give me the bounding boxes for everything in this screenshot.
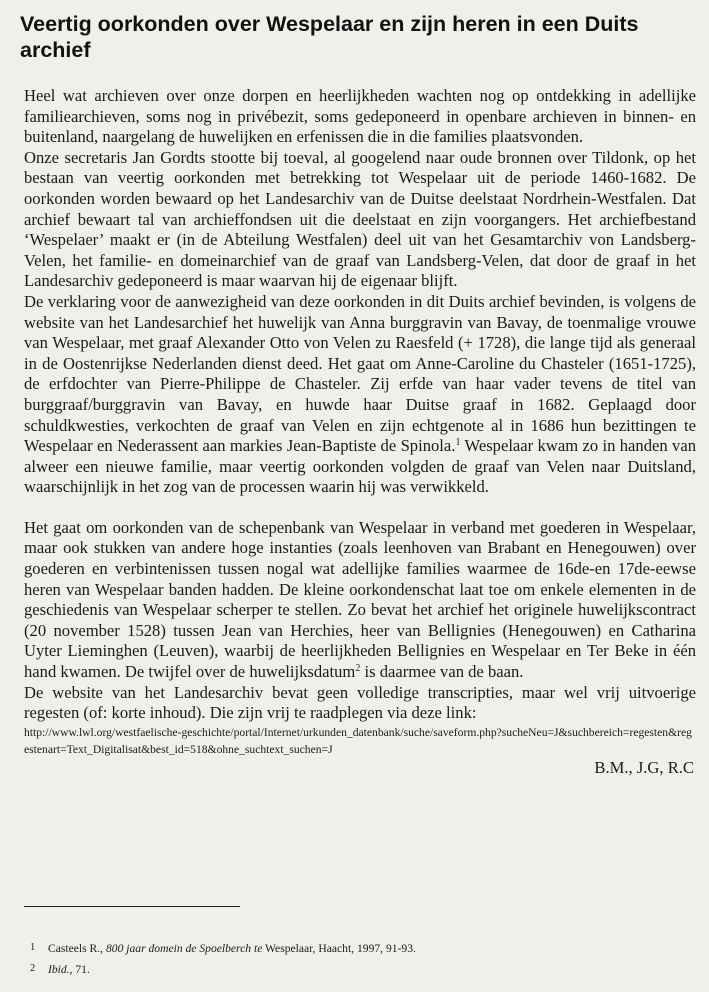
footnote-ref-1[interactable]: 1 <box>455 437 461 449</box>
paragraph-explanation-text-cont: Wespelaar kwam zo in handen van alweer een nieuwe familie, maar veertig oorkonden volgden de graaf van Velen naar Duitsland, waarschijnlijk in het zog van de processen waarin hij was verwikkeld. <box>24 436 696 497</box>
paragraph-content-text-cont: is daarmee van de baan. <box>360 662 524 682</box>
author-signature: B.M., J.G, R.C <box>594 757 694 777</box>
paragraph-explanation <box>24 292 696 498</box>
archive-link[interactable]: http://www.lwl.org/westfaelische-geschichte/portal/Internet/urkunden_datenbank/suche/saveform.php?sucheNeu=J&suchbereich=regesten&regestenart=Text_Digitalisat&best_id=518&ohne_suchtext_suchen=J <box>24 725 692 756</box>
paragraph-content <box>24 518 696 683</box>
paragraph-intro: Heel wat archieven over onze dorpen en heerlijkheden wachten nog op ontdekking in adellijke familiearchieven, soms nog in privébezit, soms gedeponeerd in openbare archieven in binnen- en buitenland, naargelang de huwelijken en erfenissen die in die families plaatsvonden. <box>24 86 696 147</box>
footnote-work: Ibid. <box>48 963 70 976</box>
article-body <box>24 86 696 778</box>
footnote-2 <box>30 962 90 977</box>
footnote-ref-2[interactable]: 2 <box>355 663 361 675</box>
paragraph-website: De website van het Landesarchiv bevat geen volledige transcripties, maar wel vrij uitvoerige regesten (of: korte inhoud). Die zijn vrij te raadplegen via deze link: <box>24 682 696 723</box>
footnote-number: 1 <box>30 942 36 953</box>
footnote-1 <box>30 941 416 956</box>
article-title: Veertig oorkonden over Wespelaar en zijn heren in een Duits archief <box>20 12 639 62</box>
paragraph-explanation-text: De verklaring voor de aanwezigheid van deze oorkonden in dit Duits archief bevinden, is volgens de website van het Landesarchief het huwelijk van Anna burggravin van Bavay, de toenmalige vrouwe van Wespelaar, met graaf Alexander Otto von Velen zu Raesfeld (+ 1728), die lange tijd als generaal in de Oostenrijkse Nederlanden dienst deed. Het gaat om Anne-Caroline du Chasteler (1651-1725), de erfdochter van Pierre-Philippe de Chasteler. Zij erfde van haar vader tevens de titel van burggraaf/burggravin van Bavay, en huwde haar Duitse graaf in 1682. Geplaagd door schuldkwesties, verkochten de graaf van Velen en zijn echtgenote al in 1686 hun bezittingen te Wespelaar en Nederassent aan markies Jean-Baptiste de Spinola. <box>24 291 696 456</box>
footnote-author: Casteels R., <box>48 942 106 955</box>
footnote-work: 800 jaar domein de Spoelberch te <box>105 942 263 955</box>
paragraph-discovery: Onze secretaris Jan Gordts stootte bij toeval, al googelend naar oude bronnen over Tildonk, op het bestaan van veertig oorkonden met betrekking tot Wespelaar uit de periode 1460-1682. De oorkonden worden bewaard op het Landesarchiv van de Duitse deelstaat Nordrhein-Westfalen. Dat archief bewaart tal van archieffondsen uit die deelstaat en zijn voorgangers. Het archiefbestand ‘Wespelaer’ maakt er (in de Abteilung Westfalen) deel uit van het Gesamtarchiv von Landsberg-Velen, het familie- en domeinarchief van de graaf van Landsberg-Velen, dat door de graaf in het Landesarchiv gedeponeerd is maar waarvan hij de eigenaar blijft. <box>24 147 696 291</box>
footnote-rest: , 71. <box>69 963 90 976</box>
footnote-number: 2 <box>30 963 36 974</box>
footnote-rest: Wespelaar, Haacht, 1997, 91-93. <box>262 942 416 955</box>
footnote-divider <box>24 906 240 907</box>
paragraph-content-text: Het gaat om oorkonden van de schepenbank van Wespelaar in verband met goederen in Wespelaar, maar ook stukken van andere hoge instanties (zoals leenhoven van Brabant en Henegouwen) over goederen en verbintenissen tussen nogal wat adellijke families waarmee de 16de-en 17de-eewse heren van Wespelaar banden hadden. De kleine oorkondenschat laat toe om enkele elementen in de geschiedenis van Wespelaar scherper te stellen. Zo bevat het archief het originele huwelijkscontract (20 november 1528) tussen Jean van Herchies, heer van Bellignies (Henegouwen) en Catharina Uyter Lieminghen (Leuven), waarbij de heerlijkheden Bellignies en Wespelaar en Ter Beke in één hand kwamen. De twijfel over de huwelijksdatum <box>24 517 696 682</box>
